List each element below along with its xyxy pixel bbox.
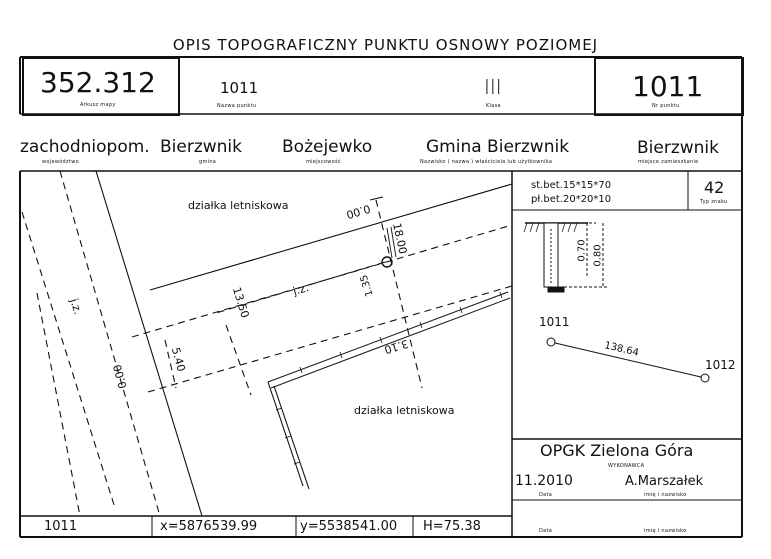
executor-date-label: Data (539, 492, 553, 498)
marker-dim-070: 0.70 (576, 239, 588, 262)
relation-distance: 138.64 (603, 340, 640, 359)
marker-dim-080: 0.80 (592, 244, 604, 267)
plot-label-top: działka letniskowa (188, 199, 289, 212)
dim-000-bottom: 0.00 (110, 362, 130, 391)
dim-540: 5.40 (168, 345, 188, 374)
point-name: 1011 (220, 79, 259, 97)
executor-name: A.Marszałek (625, 474, 704, 489)
executor-label: WYKONAWCA (608, 463, 645, 469)
marker-desc-line1: st.bet.15*15*70 (531, 180, 612, 191)
voivodeship-value: zachodniopom. (20, 137, 150, 157)
executor-company: OPGK Zielona Góra (540, 441, 694, 460)
dim-1800: 18.00 (390, 221, 410, 256)
gmina-label: gmina (199, 159, 217, 165)
marker-type-number: 42 (704, 178, 725, 197)
class-value: III (484, 75, 502, 99)
gmina-value: Bierzwnik (160, 137, 243, 157)
dim-000-top: 0.00 (344, 201, 372, 222)
relation-point-b: 1012 (705, 358, 736, 372)
road-label-left: j.z. (67, 296, 85, 317)
coord-h: H=75.38 (423, 519, 481, 534)
class-label: Klasa (486, 103, 501, 109)
plot-label-bottom: działka letniskowa (354, 404, 455, 417)
relation-point-a: 1011 (539, 315, 570, 329)
check-date-label: Data (539, 528, 553, 534)
executor-date: 11.2010 (515, 473, 573, 489)
owner-label: Nazwisko ( nazwa ) właściciela lub użytkownika (420, 159, 553, 165)
point-name-label: Nazwa punktu (217, 103, 257, 109)
document-title: OPIS TOPOGRAFICZNY PUNKTU OSNOWY POZIOMEJ (172, 36, 599, 54)
coord-x: x=5876539.99 (160, 519, 258, 534)
executor-name-label: imię i nazwisko (644, 492, 687, 498)
residence-label: miejsce zamieszkanie (638, 159, 699, 165)
marker-type-label: Typ znaku (700, 199, 728, 205)
marker-desc-line2: pł.bet.20*20*10 (531, 194, 612, 205)
sheet-number: 352.312 (40, 66, 156, 99)
road-label-center: j.z. (291, 280, 311, 299)
locality-value: Bożejewko (282, 137, 373, 157)
locality-label: miejscowość (306, 159, 341, 165)
sheet-label: Arkusz mapy (80, 102, 116, 108)
point-number: 1011 (632, 70, 704, 103)
owner-value: Gmina Bierzwnik (426, 137, 570, 157)
check-name-label: imię i nazwisko (644, 528, 687, 534)
point-number-label: Nr punktu (652, 103, 680, 109)
dim-310: 3.10 (382, 336, 410, 357)
residence-value: Bierzwnik (637, 138, 720, 158)
dim-1350: 13.50 (229, 285, 252, 320)
dim-135: 1.35 (358, 273, 376, 298)
voivodeship-label: województwo (42, 159, 79, 165)
coord-point: 1011 (44, 519, 78, 534)
coord-y: y=5538541.00 (300, 519, 398, 534)
